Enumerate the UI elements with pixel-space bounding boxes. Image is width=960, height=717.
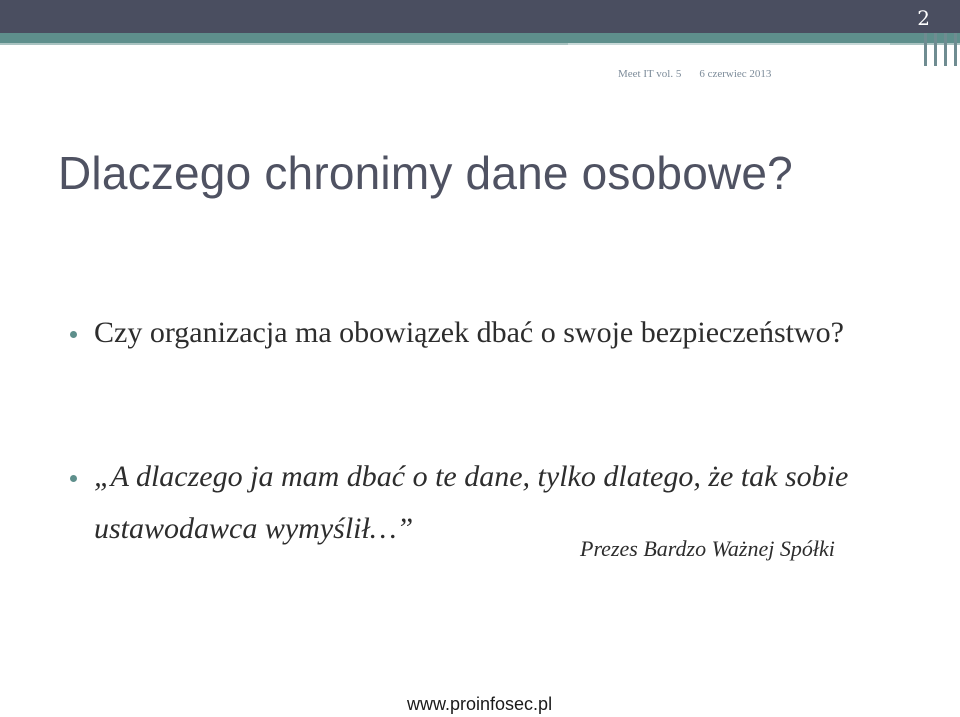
quote-attribution: Prezes Bardzo Ważnej Spółki: [580, 536, 835, 561]
slide-meta: [618, 68, 771, 80]
slide-number: 2: [917, 6, 930, 30]
accent-band: [0, 33, 960, 43]
footer-url: www.proinfosec.pl: [407, 694, 553, 714]
top-band: [0, 0, 960, 33]
bullet-dot-icon: [70, 475, 77, 482]
corner-decoration: [924, 33, 960, 66]
event-date: 6 czerwiec 2013: [699, 68, 772, 80]
header-meta-panel: [568, 43, 890, 53]
event-name: Meet IT vol. 5: [618, 68, 682, 80]
bullet-text: Czy organizacja ma obowiązek dbać o swoje bezpieczeństwo?: [94, 316, 844, 349]
slide-title: Dlaczego chronimy dane osobowe?: [58, 147, 793, 199]
quote-text: „A dlaczego ja mam dbać o te dane, tylko dlatego, że tak sobie ustawodawca wymyślił…”: [94, 460, 849, 545]
bullet-dot-icon: [70, 331, 77, 338]
